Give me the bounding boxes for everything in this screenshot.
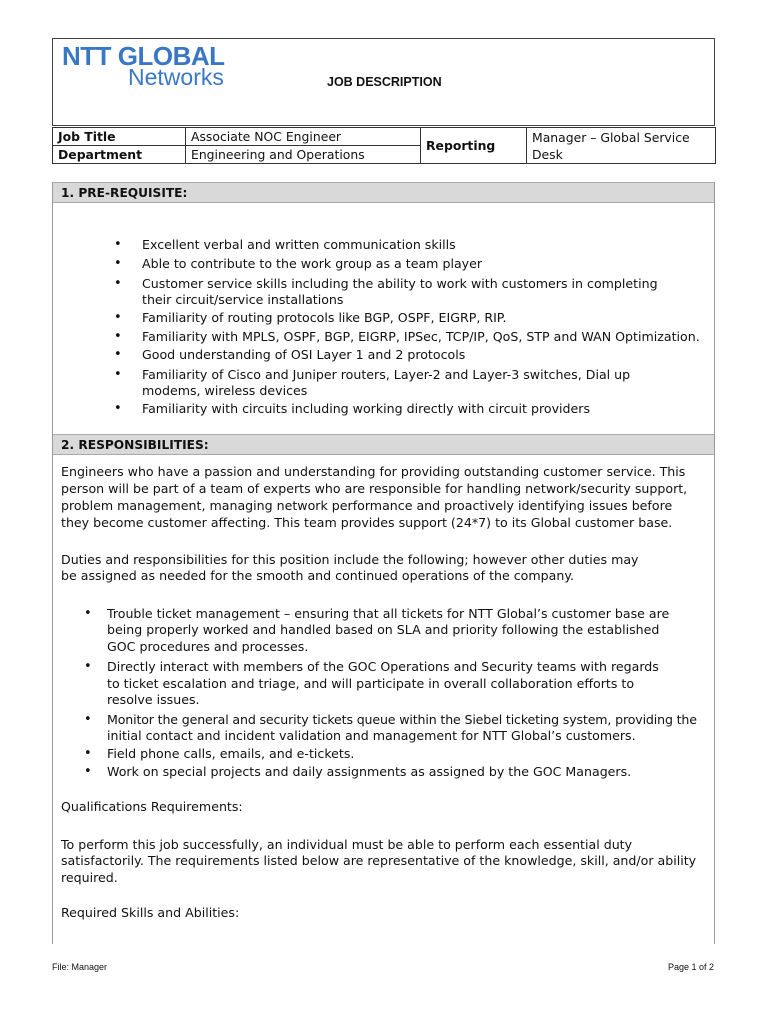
reporting-value-line1: Manager – Global Service <box>532 130 690 145</box>
bullet-icon: • <box>114 310 122 325</box>
intro-paragraph-line: they become customer affecting. This team provides support (24*7) to its Global customer base. <box>61 515 673 530</box>
list-item-continuation: GOC procedures and processes. <box>107 639 309 654</box>
list-item: Familiarity of routing protocols like BGP, OSPF, EIGRP, RIP. <box>142 310 507 325</box>
header-box <box>52 38 715 126</box>
duties-paragraph-line: be assigned as needed for the smooth and continued operations of the company. <box>61 568 575 583</box>
list-item: Good understanding of OSI Layer 1 and 2 protocols <box>142 347 466 362</box>
list-item-continuation: modems, wireless devices <box>142 383 308 398</box>
list-item: Familiarity with circuits including working directly with circuit providers <box>142 401 591 416</box>
job-info-table <box>52 127 716 164</box>
footer-file-label: File: Manager <box>52 962 108 972</box>
intro-paragraph-line: Engineers who have a passion and understanding for providing outstanding customer service. This <box>61 464 686 479</box>
qualifications-paragraph-line: required. <box>61 870 118 885</box>
company-logo-line2: Networks <box>128 64 224 90</box>
bullet-icon: • <box>114 276 122 291</box>
list-item: Field phone calls, emails, and e-tickets. <box>107 746 355 761</box>
footer-page-number: Page 1 of 2 <box>668 962 715 972</box>
department-label: Department <box>53 146 186 164</box>
intro-paragraph-line: person will be part of a team of experts who are responsible for handling network/security support, <box>61 481 688 496</box>
bullet-icon: • <box>84 659 92 674</box>
reporting-value <box>527 128 716 164</box>
skills-heading: Required Skills and Abilities: <box>61 905 240 920</box>
list-item: Trouble ticket management – ensuring that all tickets for NTT Global’s customer base are <box>107 606 670 621</box>
qualifications-paragraph-line: To perform this job successfully, an individual must be able to perform each essential duty <box>61 837 633 852</box>
list-item: Excellent verbal and written communication skills <box>142 237 456 252</box>
reporting-value-line2: Desk <box>532 147 563 162</box>
bullet-icon: • <box>114 329 122 344</box>
qualifications-paragraph-line: satisfactorily. The requirements listed below are representative of the knowledge, skill, and/or ability <box>61 853 697 868</box>
list-item: Directly interact with members of the GOC Operations and Security teams with regards <box>107 659 659 674</box>
department-value: Engineering and Operations <box>186 146 421 164</box>
list-item: Work on special projects and daily assignments as assigned by the GOC Managers. <box>107 764 632 779</box>
job-title-value: Associate NOC Engineer <box>186 128 421 146</box>
section-heading-prerequisite: 1. PRE-REQUISITE: <box>53 182 714 203</box>
qualifications-heading: Qualifications Requirements: <box>61 799 243 814</box>
list-item-continuation: initial contact and incident validation and management for NTT Global’s customers. <box>107 728 636 743</box>
reporting-label: Reporting <box>421 128 527 164</box>
document-title: JOB DESCRIPTION <box>327 75 442 89</box>
duties-paragraph-line: Duties and responsibilities for this position include the following; however other duties may <box>61 552 639 567</box>
bullet-icon: • <box>84 764 92 779</box>
company-logo-line1: NTT GLOBAL <box>62 41 225 71</box>
bullet-icon: • <box>84 746 92 761</box>
list-item-continuation: to ticket escalation and triage, and will participate in overall collaboration efforts to <box>107 676 635 691</box>
bullet-icon: • <box>114 367 122 382</box>
list-item-continuation: resolve issues. <box>107 692 200 707</box>
job-title-label: Job Title <box>53 128 186 146</box>
list-item: Familiarity with MPLS, OSPF, BGP, EIGRP, IPSec, TCP/IP, QoS, STP and WAN Optimization. <box>142 329 700 344</box>
list-item-continuation: their circuit/service installations <box>142 292 344 307</box>
list-item: Able to contribute to the work group as a team player <box>142 256 483 271</box>
section-heading-responsibilities: 2. RESPONSIBILITIES: <box>53 434 714 455</box>
list-item: Customer service skills including the ability to work with customers in completing <box>142 276 658 291</box>
bullet-icon: • <box>114 256 122 271</box>
bullet-icon: • <box>114 237 122 252</box>
bullet-icon: • <box>114 347 122 362</box>
bullet-icon: • <box>114 401 122 416</box>
bullet-icon: • <box>84 606 92 621</box>
list-item: Monitor the general and security tickets queue within the Siebel ticketing system, providing the <box>107 712 697 727</box>
list-item: Familiarity of Cisco and Juniper routers, Layer-2 and Layer-3 switches, Dial up <box>142 367 631 382</box>
bullet-icon: • <box>84 712 92 727</box>
list-item-continuation: being properly worked and handled based on SLA and priority following the established <box>107 622 660 637</box>
intro-paragraph-line: problem management, managing network performance and proactively identifying issues before <box>61 498 673 513</box>
